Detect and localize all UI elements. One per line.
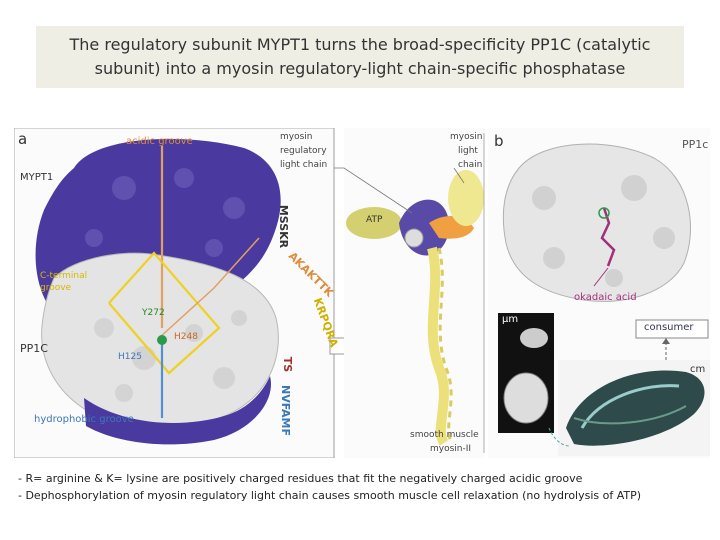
mrlc-label-1: myosin — [280, 132, 313, 142]
seq-krpq: KRPQRA — [310, 296, 341, 349]
mypt1-label: MYPT1 — [20, 172, 54, 183]
pp1c-b-label: PP1c — [682, 138, 709, 151]
acidic-groove-label: acidic groove — [126, 136, 193, 147]
slide-title — [70, 33, 651, 81]
note-line-1: - R= arginine & K= lysine are positively charged residues that fit the negatively charged acidic groove — [18, 472, 583, 485]
smooth-muscle-label-1: smooth muscle — [410, 430, 479, 440]
panel-b-letter: b — [494, 132, 504, 150]
mlc-label-3: chain — [458, 160, 483, 170]
seq-nvf: NVFAMF — [278, 385, 292, 436]
active-site — [157, 335, 167, 345]
h125-label: H125 — [118, 352, 142, 362]
mlc-label-2: light — [458, 146, 478, 156]
light-chain-yellow — [448, 170, 484, 226]
figure — [14, 128, 710, 458]
notes — [18, 470, 718, 504]
um-label: μm — [502, 314, 519, 325]
mrlc-label-3: light chain — [280, 160, 328, 170]
note-line-2: - Dephosphorylation of myosin regulatory light chain causes smooth muscle cell relaxation (no hydrolysis of ATP) — [18, 489, 642, 502]
title-box — [36, 26, 684, 88]
atp-label: ATP — [366, 215, 383, 225]
h248-label: H248 — [174, 332, 198, 342]
consumer-label: consumer — [644, 322, 694, 333]
c-terminal-label-2: groove — [40, 283, 72, 293]
hydrophobic-groove-label: hydrophobic groove — [34, 414, 134, 425]
cm-label: cm — [690, 364, 706, 375]
seq-akak: AKAKTTK — [285, 249, 336, 300]
seq-mss: MSSKR — [277, 204, 291, 249]
okadaic-acid-label: okadaic acid — [574, 292, 637, 303]
pp1c-b-surface — [503, 144, 690, 301]
seq-ts: TS — [281, 356, 295, 373]
mrlc-label-2: regulatory — [280, 146, 327, 156]
title-line-2: subunit) into a myosin regulatory-light chain-specific phosphatase — [94, 59, 626, 78]
mlc-label-1: myosin — [450, 132, 483, 142]
pp1c-label: PP1C — [20, 342, 48, 355]
y272-label: Y272 — [142, 308, 165, 318]
title-line-1: The regulatory subunit MYPT1 turns the broad-specificity PP1C (catalytic — [69, 35, 651, 54]
panel-a-letter: a — [18, 130, 28, 148]
smooth-muscle-label-2: myosin-II — [430, 444, 472, 454]
c-terminal-label-1: C-terminal — [40, 271, 88, 281]
